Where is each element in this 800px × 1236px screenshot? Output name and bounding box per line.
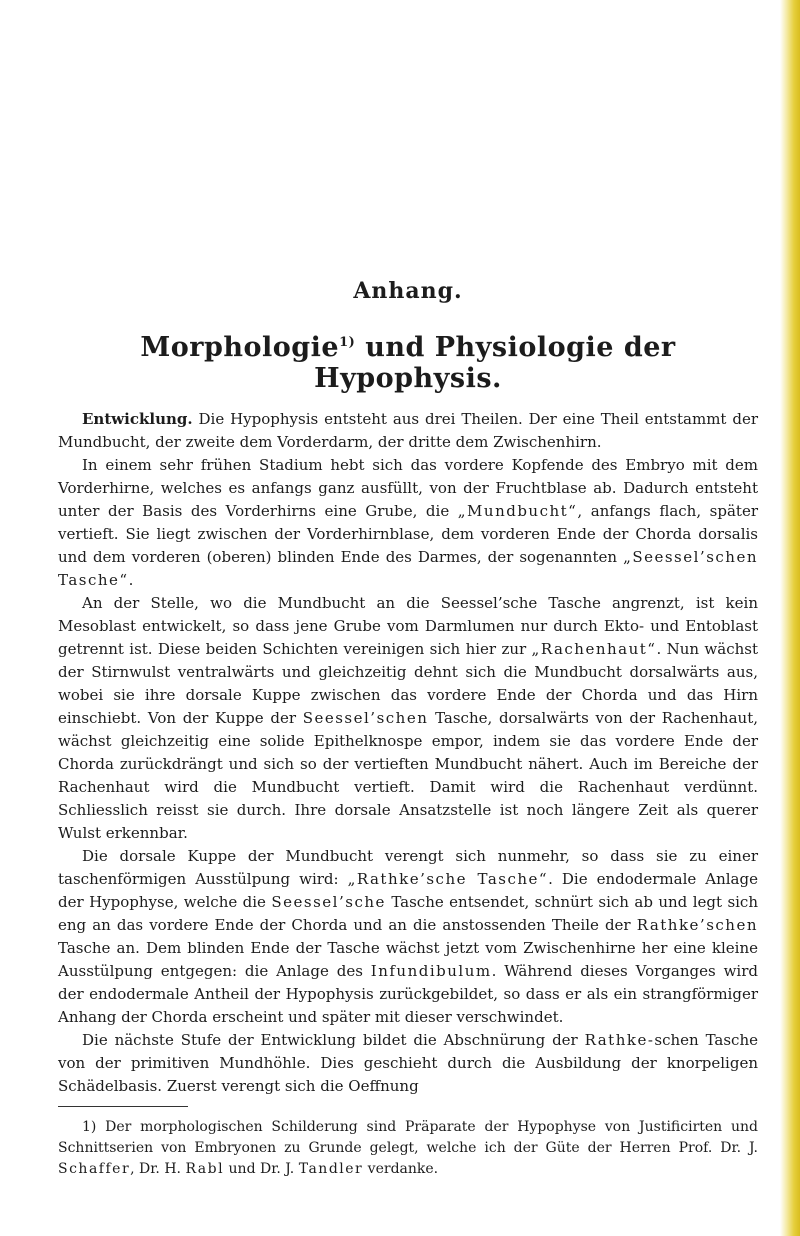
text-run: An der Stelle, wo die Mundbucht an die Seessel’sche Tasche angrenzt, ist kein Mesoblast entwickelt, so dass jene Grube vom Darmlumen nur durch Ekto- und Entoblast getrennt ist. Diese beiden Schichten vereinigen sich hier zur xyxy=(58,594,758,658)
title-part-a: Morphologie xyxy=(140,332,340,363)
title-footnote-mark: 1) xyxy=(339,335,356,350)
paragraph-abschnuerung xyxy=(58,1029,758,1098)
name-tandler: Tandler xyxy=(298,1161,364,1177)
term-rachenhaut: „Rachenhaut“ xyxy=(531,640,657,658)
term-rathke-tasche: „Rathke’sche Tasche“ xyxy=(347,870,549,888)
term-seessel: Seessel’schen xyxy=(302,709,429,727)
term-seessel-tasche: „Seessel’schen Tasche“ xyxy=(58,548,758,589)
paragraph-rachenhaut xyxy=(58,592,758,845)
term-infundibulum: Infundibulum xyxy=(370,962,492,980)
text-run: und Dr. J. xyxy=(224,1161,299,1177)
paragraph-mundbucht xyxy=(58,454,758,592)
section-heading-entwicklung: Entwicklung. xyxy=(82,410,193,428)
chapter-title xyxy=(58,332,758,394)
page-content xyxy=(58,278,758,1180)
text-run: . Nun wächst der Stirnwulst ventralwärts und gleichzeitig dehnt sich die Mundbucht dorsalwärts aus, wobei sie ihre dorsale Kuppe zwischen das vordere Ende der Chorda und das Hirn einschiebt. Von der Kuppe der xyxy=(58,640,758,727)
name-schaffer: Schaffer xyxy=(58,1161,131,1177)
text-run: . Während dieses Vorganges wird der endodermale Antheil der Hypophysis zurückgebildet, so dass er als ein strangförmiger Anhang der Chorda erscheint und später mit dieser verschwindet. xyxy=(58,962,758,1026)
paragraph-rathke xyxy=(58,845,758,1029)
text-run: Tasche an. Dem blinden Ende der Tasche wächst jetzt vom Zwischenhirne her eine kleine Ausstülpung entgegen: die Anlage des xyxy=(58,939,758,980)
text-run: Tasche, dorsalwärts von der Rachenhaut, wächst gleichzeitig eine solide Epithelknospe empor, indem sie das vordere Ende der Chorda zurückdrängt und sich so der vertieften Mundbucht nähert. Auch im Bereiche der Rachenhaut wird die Mundbucht vertieft. Damit wird die Rachenhaut verdünnt. Schliesslich reisst sie durch. Ihre dorsale Ansatzstelle ist noch längere Zeit als querer Wulst erkennbar. xyxy=(58,709,758,842)
text-run: 1) Der morphologischen Schilderung sind Präparate der Hypophyse von Justificirten und Schnittserien von Embryonen zu Grunde gelegt, welche ich der Güte der Herren Prof. Dr. J. xyxy=(58,1119,758,1156)
paragraph-entwicklung xyxy=(58,408,758,454)
paragraph-text: Die Hypophysis entsteht aus drei Theilen. Der eine Theil entstammt der Mundbucht, der zweite dem Vorderdarm, der dritte dem Zwischenhirn. xyxy=(58,410,758,451)
text-run: . Die endodermale Anlage der Hypophyse, welche die xyxy=(58,870,758,911)
footnote-rule xyxy=(58,1106,188,1107)
term-mundbucht: „Mundbucht“ xyxy=(457,502,578,520)
term-rathke: Rathke’schen xyxy=(636,916,758,934)
text-run: , anfangs flach, später vertieft. Sie liegt zwischen der Vorderhirnblase, dem vorderen Ende der Chorda dorsalis und dem vorderen (oberen) blinden Ende des Darmes, der sogenannten xyxy=(58,502,758,566)
name-rabl: Rabl xyxy=(185,1161,225,1177)
text-run: Tasche entsendet, schnürt sich ab und legt sich eng an das vordere Ende der Chorda und an die anstossenden Theile der xyxy=(58,893,758,934)
text-run: schen Tasche von der primitiven Mundhöhle. Dies geschieht durch die Ausbildung der knorpeligen Schädelbasis. Zuerst verengt sich die Oeffnung xyxy=(58,1031,758,1095)
appendix-heading: Anhang. xyxy=(353,278,463,304)
page-edge xyxy=(780,0,800,1236)
title-part-b: und Physiologie der Hypophysis. xyxy=(314,332,676,394)
text-run: Die nächste Stufe der Entwicklung bildet die Abschnürung der xyxy=(82,1031,585,1049)
text-run: verdanke. xyxy=(363,1161,439,1177)
text-run: Die dorsale Kuppe der Mundbucht verengt sich nunmehr, so dass sie zu einer taschenförmigen Ausstülpung wird: xyxy=(58,847,758,888)
text-run: In einem sehr frühen Stadium hebt sich das vordere Kopfende des Embryo mit dem Vorderhirne, welches es anfangs ganz ausfüllt, von der Fruchtblase ab. Dadurch entsteht unter der Basis des Vorderhirns eine Grube, die xyxy=(58,456,758,520)
term-rathke: Rathke- xyxy=(584,1031,655,1049)
term-seessel: Seessel’sche xyxy=(271,893,386,911)
text-run: . xyxy=(128,571,134,589)
footnote xyxy=(58,1117,758,1180)
text-run: , Dr. H. xyxy=(130,1161,186,1177)
